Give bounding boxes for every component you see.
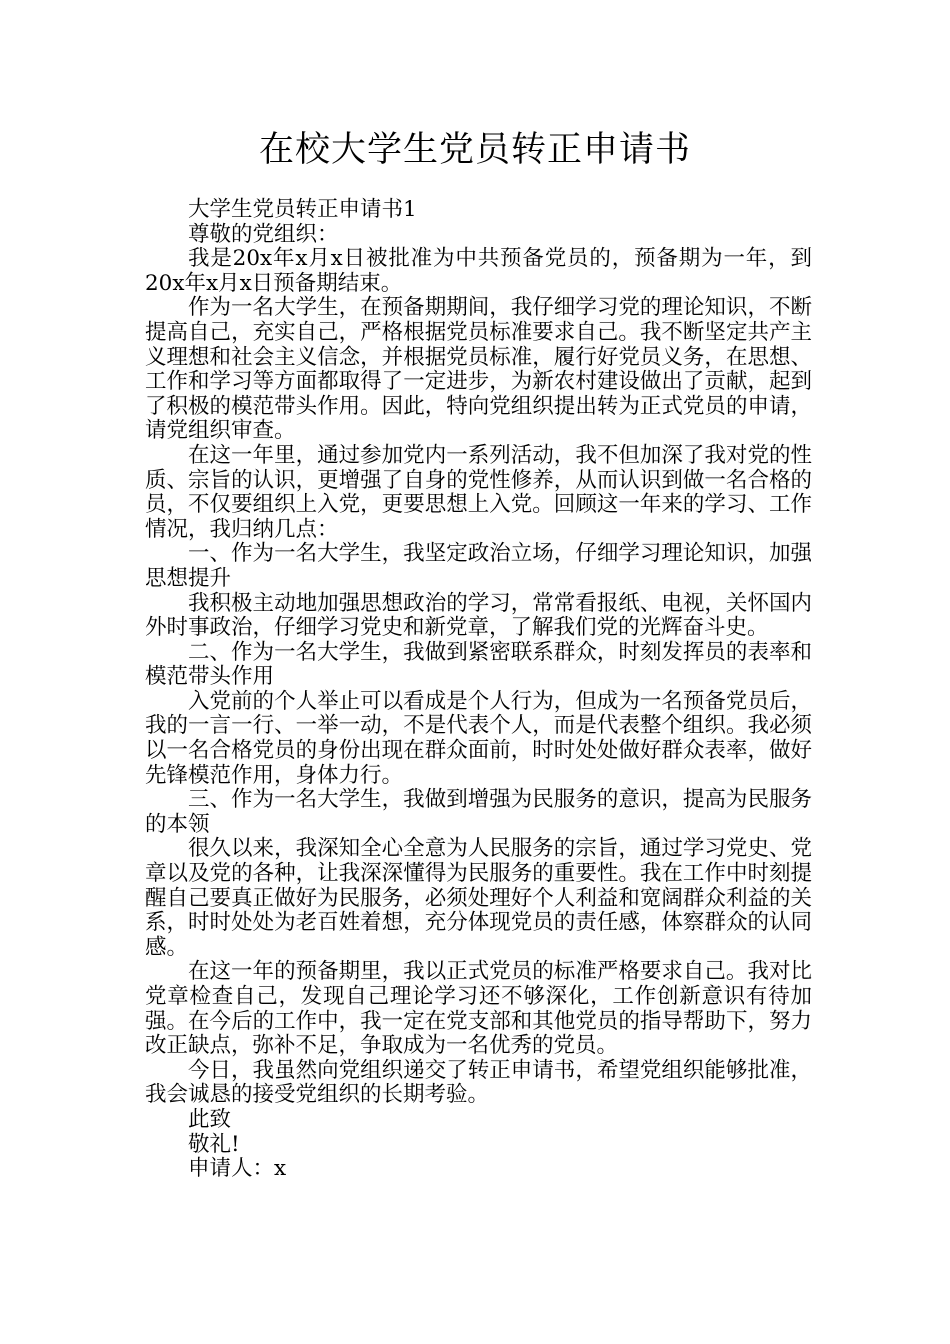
paragraph-intro: 我是20x年x月x日被批准为中共预备党员的，预备期为一年，到20x年x月x日预备期结束。 (145, 246, 812, 296)
applicant-line: 申请人：x (188, 1156, 287, 1182)
section-heading-1: 一、作为一名大学生，我坚定政治立场，仔细学习理论知识，加强思想提升 (145, 541, 812, 591)
paragraph-section-3: 很久以来，我深知全心全意为人民服务的宗旨，通过学习党史、党章以及党的各种，让我深深懂得为民服务的重要性。我在工作中时刻提醒自己要真正做好为民服务，必须处理好个人利益和宽阔群众利益的关系，时时处处为老百姓着想，充分体现党员的责任感，体察群众的认同感。 (145, 836, 812, 960)
closing-ci-zhi: 此致 (188, 1106, 232, 1132)
document-title: 在校大学生党员转正申请书 (258, 130, 691, 170)
paragraph-section-2: 入党前的个人举止可以看成是个人行为，但成为一名预备党员后，我的一言一行、一举一动，不是代表个人，而是代表整个组织。我必须以一名合格党员的身份出现在群众面前，时时处处做好群众表率，做好先锋模范作用，身体力行。 (145, 688, 812, 788)
paragraph-conclusion: 今日，我虽然向党组织递交了转正申请书，希望党组织能够批准，我会诚恳的接受党组织的长期考验。 (145, 1057, 812, 1108)
paragraph-probation-study: 作为一名大学生，在预备期期间，我仔细学习党的理论知识，不断提高自己，充实自己，严格根据党员标准要求自己。我不断坚定共产主义理想和社会主义信念，并根据党员标准，履行好党员义务，在思想、工作和学习等方面都取得了一定进步，为新农村建设做出了贡献，起到了积极的模范带头作用。因此，特向党组织提出转为正式党员的申请，请党组织审查。 (145, 295, 812, 444)
document-body (145, 198, 812, 1182)
section-heading-3: 三、作为一名大学生，我做到增强为民服务的意识，提高为民服务的本领 (145, 787, 812, 837)
paragraph-section-1: 我积极主动地加强思想政治的学习，常常看报纸、电视，关怀国内外时事政治，仔细学习党史和新党章，了解我们党的光辉奋斗史。 (145, 590, 812, 641)
section-heading-2: 二、作为一名大学生，我做到紧密联系群众，时刻发挥员的表率和模范带头作用 (145, 639, 812, 690)
subtitle-line: 大学生党员转正申请书1 (188, 197, 417, 222)
paragraph-self-assessment: 在这一年的预备期里，我以正式党员的标准严格要求自己。我对比党章检查自己，发现自己理论学习还不够深化，工作创新意识有待加强。在今后的工作中，我一定在党支部和其他党员的指导帮助下，努力改正缺点，弥补不足，争取成为一名优秀的党员。 (145, 959, 812, 1059)
salutation: 尊敬的党组织： (188, 221, 339, 247)
paragraph-year-review: 在这一年里，通过参加党内一系列活动，我不但加深了我对党的性质、宗旨的认识，更增强了自身的党性修养，从而认识到做一名合格的员，不仅要组织上入党，更要思想上入党。回顾这一年来的学习、工作情况，我归纳几点： (145, 442, 812, 542)
closing-jing-li: 敬礼! (188, 1131, 240, 1157)
